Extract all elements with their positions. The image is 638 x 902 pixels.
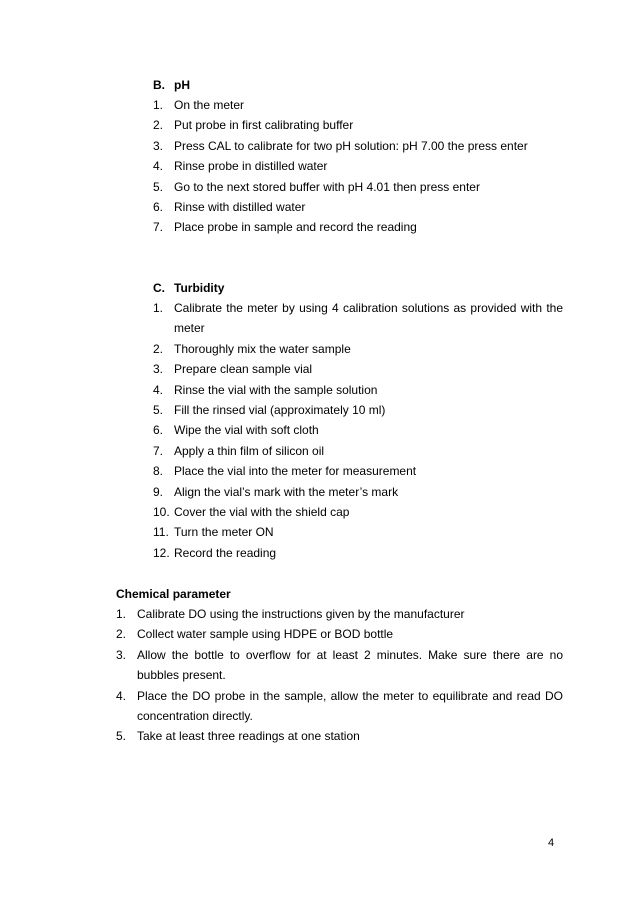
item-number: 2.: [153, 341, 164, 356]
list-item: [116, 645, 563, 686]
list-item: [116, 604, 563, 624]
list-item: [153, 177, 563, 197]
item-text: Put probe in first calibrating buffer: [174, 118, 354, 133]
item-number: 10.: [153, 505, 170, 520]
list-item: [153, 482, 563, 502]
section-turbidity: [153, 278, 563, 563]
section-ph: [153, 75, 563, 238]
item-text: Rinse with distilled water: [174, 200, 306, 215]
item-number: 3.: [153, 138, 164, 153]
list-item: [116, 726, 563, 746]
list-item: [153, 136, 563, 156]
section-title: Chemical parameter: [116, 587, 231, 601]
item-number: 5.: [153, 403, 164, 418]
list-item: [116, 686, 563, 727]
section-letter: B.: [153, 78, 165, 92]
item-text: Take at least three readings at one station: [137, 729, 360, 744]
section-heading-turbidity: [153, 278, 563, 298]
item-number: 4.: [116, 688, 127, 703]
item-number: 4.: [153, 382, 164, 397]
item-text: Allow the bottle to overflow for at least 2 minutes. Make sure there are no bubbles present.: [137, 647, 563, 683]
chemical-steps-list: [116, 604, 563, 747]
list-item: [153, 441, 563, 461]
item-text: Fill the rinsed vial (approximately 10 ml): [174, 403, 386, 418]
list-item: [153, 400, 563, 420]
item-text: Prepare clean sample vial: [174, 362, 313, 377]
item-text: Apply a thin film of silicon oil: [174, 443, 325, 458]
item-text: Calibrate DO using the instructions given by the manufacturer: [137, 607, 465, 621]
list-item: [153, 461, 563, 481]
item-number: 7.: [153, 220, 164, 235]
list-item: [153, 359, 563, 379]
item-number: 6.: [153, 200, 164, 215]
item-text: Cover the vial with the shield cap: [174, 505, 350, 520]
item-number: 2.: [153, 118, 164, 133]
item-text: Place the DO probe in the sample, allow the meter to equilibrate and read DO concentration directly.: [137, 688, 563, 724]
item-text: Record the reading: [174, 545, 277, 560]
item-number: 1.: [153, 301, 164, 315]
ph-steps-list: [153, 95, 563, 238]
item-text: Rinse the vial with the sample solution: [174, 382, 378, 397]
section-letter: C.: [153, 281, 165, 295]
list-item: [153, 420, 563, 440]
item-number: 12.: [153, 545, 170, 560]
list-item: [153, 380, 563, 400]
item-text: Thoroughly mix the water sample: [174, 341, 351, 356]
item-text: Go to the next stored buffer with pH 4.01 then press enter: [174, 179, 480, 194]
item-number: 3.: [153, 362, 164, 377]
list-item: [116, 624, 563, 644]
item-text: Place the vial into the meter for measurement: [174, 464, 417, 479]
list-item: [153, 197, 563, 217]
item-number: 5.: [116, 729, 127, 744]
item-number: 6.: [153, 423, 164, 438]
item-text: Calibrate the meter by using 4 calibration solutions as provided with the meter: [174, 301, 563, 336]
list-item: [153, 217, 563, 237]
item-number: 3.: [116, 647, 127, 662]
section-chemical-parameter: [116, 584, 563, 747]
item-text: Place probe in sample and record the reading: [174, 220, 417, 235]
item-number: 5.: [153, 179, 164, 194]
list-item: [153, 522, 563, 542]
item-number: 1.: [153, 98, 164, 112]
list-item: [153, 115, 563, 135]
list-item: [153, 95, 563, 115]
section-heading-chemical: [116, 584, 563, 604]
item-text: Rinse probe in distilled water: [174, 159, 328, 174]
section-title: pH: [174, 78, 190, 92]
list-item: [153, 339, 563, 359]
item-number: 9.: [153, 484, 164, 499]
list-item: [153, 502, 563, 522]
turbidity-steps-list: [153, 298, 563, 563]
item-number: 2.: [116, 627, 127, 642]
item-text: Wipe the vial with soft cloth: [174, 423, 319, 438]
item-number: 8.: [153, 464, 164, 479]
item-text: Collect water sample using HDPE or BOD bottle: [137, 627, 394, 642]
page-number: 4: [548, 837, 555, 849]
item-text: Turn the meter ON: [174, 525, 274, 540]
list-item: [153, 543, 563, 563]
item-number: 4.: [153, 159, 164, 174]
item-text: Align the vial’s mark with the meter’s mark: [174, 484, 399, 499]
section-heading-ph: [153, 75, 563, 95]
item-number: 1.: [116, 607, 127, 621]
list-item: [153, 156, 563, 176]
item-number: 7.: [153, 443, 164, 458]
list-item: [153, 298, 563, 339]
item-text: On the meter: [174, 98, 245, 112]
item-number: 11.: [153, 525, 169, 540]
section-title: Turbidity: [174, 281, 225, 295]
item-text: Press CAL to calibrate for two pH solution: pH 7.00 the press enter: [174, 138, 528, 153]
